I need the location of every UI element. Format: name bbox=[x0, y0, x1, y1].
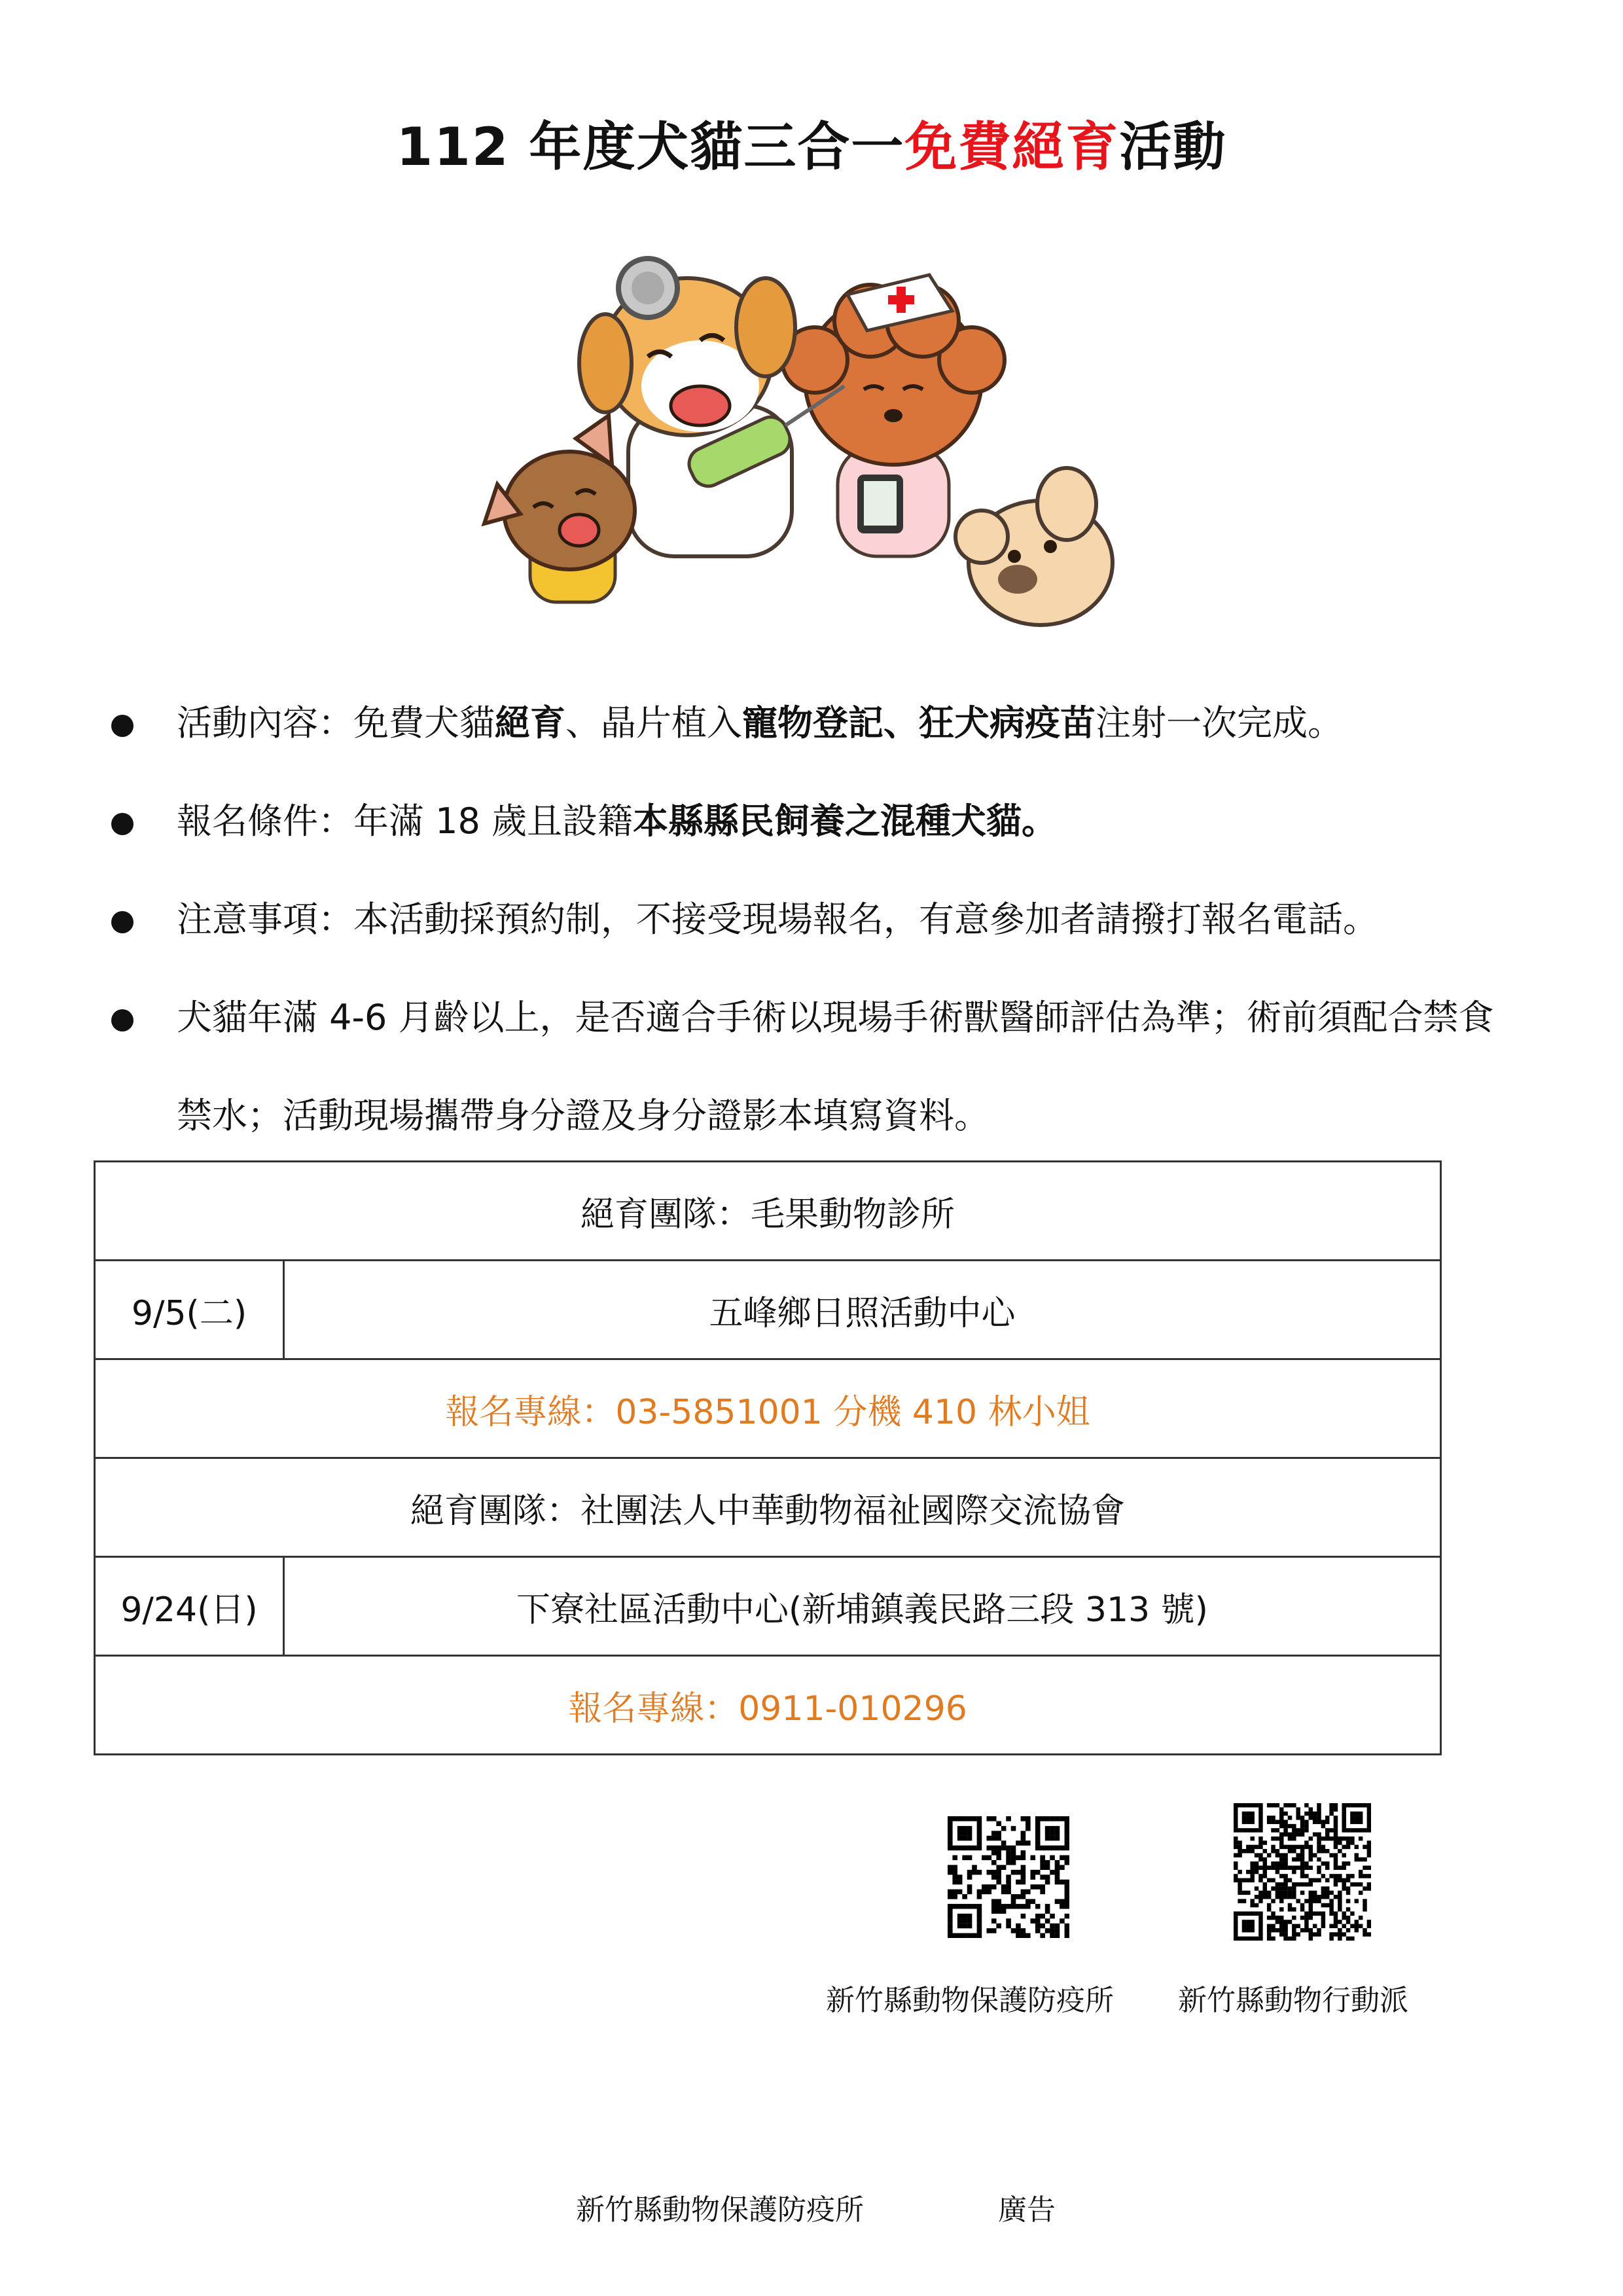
title-prefix: 112 年度犬貓三合一 bbox=[396, 117, 905, 177]
date-cell: 9/5(二) bbox=[95, 1261, 284, 1359]
bullet-dot bbox=[111, 715, 134, 737]
footer-ad-note: 廣告 bbox=[998, 2193, 1056, 2227]
bullet-text-segment: 犬貓年滿 4-6 月齡以上，是否適合手術以現場手術獸醫師評估為準；術前須配合禁食禁水；活動現場攜帶身分證及身分證影本填寫資料。 bbox=[177, 997, 1494, 1136]
bullet-eligibility bbox=[111, 772, 1525, 870]
date-cell: 9/24(日) bbox=[95, 1557, 284, 1656]
chihuahua-illustration bbox=[484, 416, 635, 602]
bullet-text-segment: 活動內容：免費犬貓 bbox=[177, 702, 495, 744]
bullet-notice bbox=[111, 870, 1525, 969]
qr-code-protection-office[interactable] bbox=[948, 1816, 1069, 1938]
info-bullet-list bbox=[111, 674, 1525, 1165]
footer-org: 新竹縣動物保護防疫所 bbox=[576, 2193, 864, 2227]
bullet-text-segment: 注射一次完成。 bbox=[1096, 702, 1343, 744]
hotline-cell: 報名專線：0911-010296 bbox=[95, 1656, 1441, 1755]
table-row bbox=[95, 1656, 1441, 1755]
team-cell: 絕育團隊：毛果動物診所 bbox=[95, 1162, 1441, 1261]
table-row bbox=[95, 1557, 1441, 1656]
venue-cell: 下寮社區活動中心(新埔鎮義民路三段 313 號) bbox=[284, 1557, 1441, 1656]
table-row bbox=[95, 1162, 1441, 1261]
schedule-table bbox=[94, 1160, 1442, 1755]
table-row bbox=[95, 1359, 1441, 1458]
table-row bbox=[95, 1261, 1441, 1359]
bulldog-illustration bbox=[955, 468, 1113, 625]
bullet-text-segment: 寵物登記、狂犬病疫苗 bbox=[742, 702, 1096, 744]
table-row bbox=[95, 1458, 1441, 1557]
page-title bbox=[0, 105, 1623, 180]
bullet-activity-content bbox=[111, 674, 1525, 772]
bullet-text-segment: 絕育 bbox=[495, 702, 565, 744]
hotline-cell: 報名專線：03-5851001 分機 410 林小姐 bbox=[95, 1359, 1441, 1458]
bullet-text-segment: 報名條件：年滿 18 歲且設籍 bbox=[177, 800, 633, 842]
qr-code-action-group[interactable] bbox=[1234, 1803, 1371, 1941]
qr-label-protection-office: 新竹縣動物保護防疫所 bbox=[826, 1984, 1114, 2017]
bullet-dot bbox=[111, 813, 134, 835]
bullet-dot bbox=[111, 1009, 134, 1031]
vet-pets-illustration bbox=[471, 249, 1152, 628]
team-cell: 絕育團隊：社團法人中華動物福祉國際交流協會 bbox=[95, 1458, 1441, 1557]
bullet-text-segment: 、晶片植入 bbox=[565, 702, 742, 744]
bullet-dot bbox=[111, 911, 134, 933]
venue-cell: 五峰鄉日照活動中心 bbox=[284, 1261, 1441, 1359]
qr-label-action-group: 新竹縣動物行動派 bbox=[1178, 1984, 1408, 2017]
title-highlight: 免費絕育 bbox=[904, 117, 1120, 177]
bullet-text-segment: 本縣縣民飼養之混種犬貓。 bbox=[633, 800, 1058, 842]
bullet-requirements bbox=[111, 969, 1525, 1165]
bullet-text-segment: 注意事項：本活動採預約制，不接受現場報名，有意參加者請撥打報名電話。 bbox=[177, 899, 1378, 940]
title-suffix: 活動 bbox=[1119, 117, 1227, 177]
